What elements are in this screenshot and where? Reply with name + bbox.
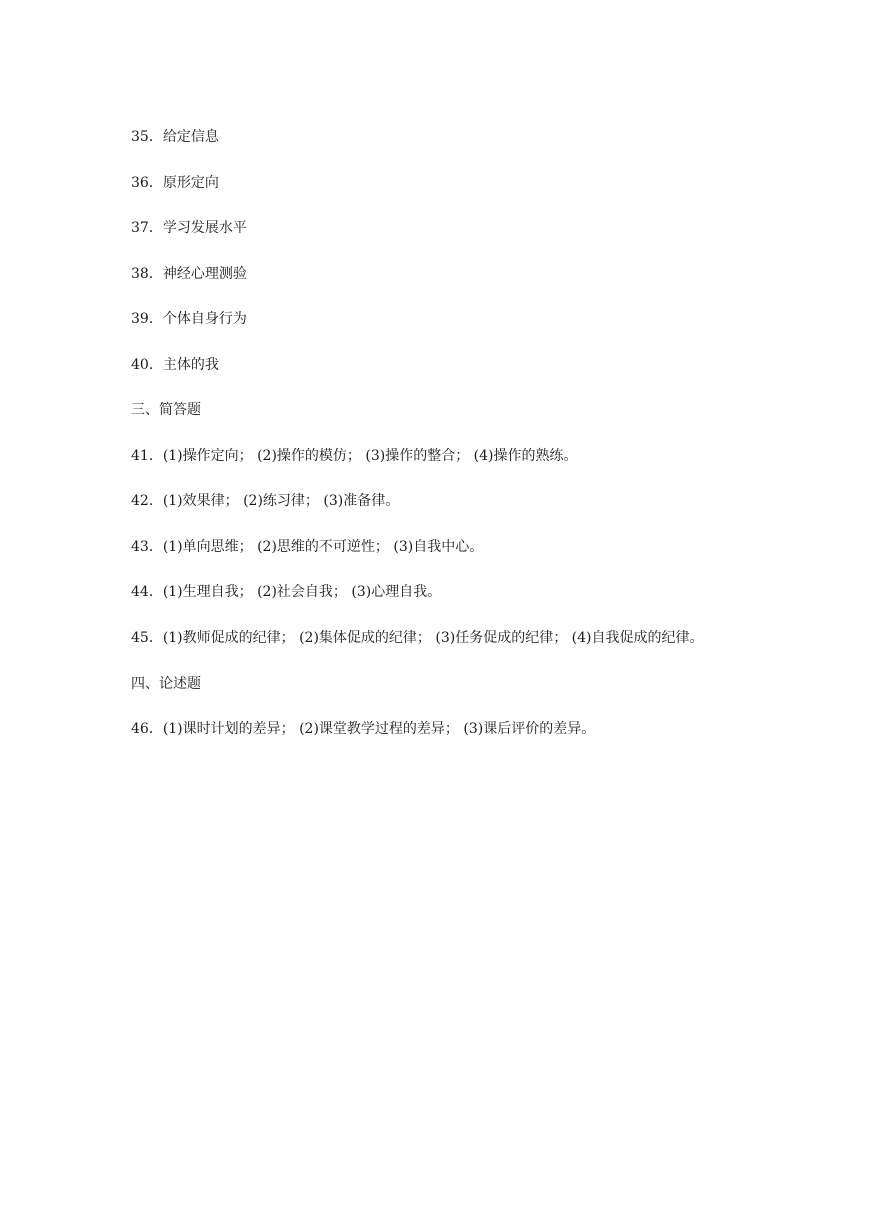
answer-46: 46．(1)课时计划的差异； (2)课堂教学过程的差异； (3)课后评价的差异。 [131,721,596,737]
section-heading-short-answer: 三、简答题 [131,402,201,418]
answer-35: 35．给定信息 [131,129,219,145]
answer-44: 44．(1)生理自我； (2)社会自我； (3)心理自我。 [131,584,442,600]
answer-38: 38．神经心理测验 [131,265,247,282]
answer-42: 42．(1)效果律； (2)练习律； (3)准备律。 [131,493,400,509]
answer-43: 43．(1)单向思维； (2)思维的不可逆性； (3)自我中心。 [131,538,484,555]
section-heading-essay: 四、论述题 [131,675,201,692]
answer-39: 39．个体自身行为 [131,311,247,327]
answer-37: 37．学习发展水平 [131,220,247,236]
answer-41: 41．(1)操作定向； (2)操作的模仿； (3)操作的整合； (4)操作的熟练。 [131,447,578,464]
answer-list [131,127,743,765]
answer-40: 40．主体的我 [131,356,219,373]
answer-36: 36．原形定向 [131,174,219,191]
answer-45: 45．(1)教师促成的纪律； (2)集体促成的纪律； (3)任务促成的纪律； (4)自我促成的纪律。 [131,629,704,646]
